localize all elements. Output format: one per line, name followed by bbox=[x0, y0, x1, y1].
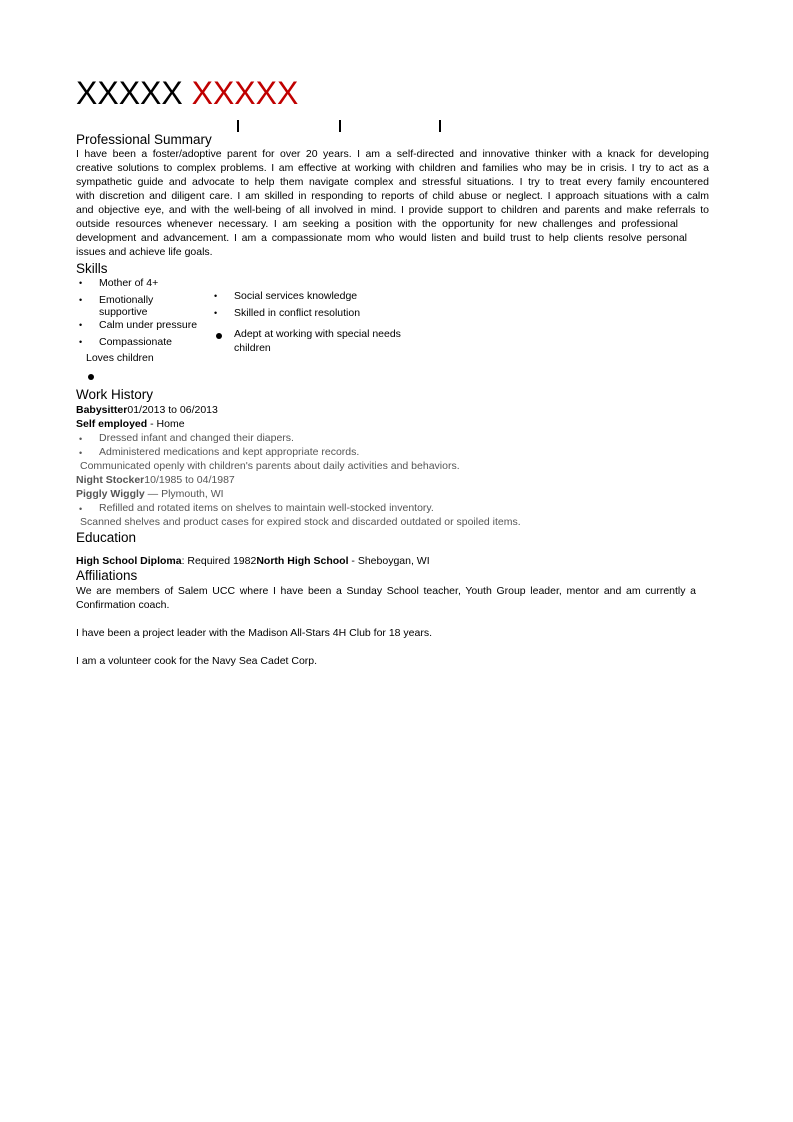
skill-item: Emotionally bbox=[99, 294, 154, 306]
section-heading-skills: Skills bbox=[76, 261, 108, 276]
summary-line: and objective eye, and with the well-being of all involved in mind. I provide support to children and parents and make referrals to bbox=[76, 204, 709, 216]
job-dates: 10/1985 to 04/1987 bbox=[144, 474, 235, 486]
job-title: Night Stocker bbox=[76, 474, 145, 486]
job-employer: Piggly Wiggly bbox=[76, 488, 145, 500]
school-name: North High School bbox=[256, 555, 349, 567]
job-employer-line bbox=[76, 487, 224, 501]
education-entry bbox=[76, 554, 430, 568]
section-heading-summary: Professional Summary bbox=[76, 132, 212, 147]
job-employer-line bbox=[76, 417, 185, 431]
affiliation-text: I have been a project leader with the Madison All-Stars 4H Club for 18 years. bbox=[76, 627, 433, 639]
bullet-icon: • bbox=[79, 337, 83, 347]
skill-item: Compassionate bbox=[99, 336, 172, 348]
skill-item: children bbox=[234, 342, 271, 354]
contact-separator bbox=[237, 120, 239, 132]
bullet-icon: • bbox=[214, 291, 218, 301]
first-name: XXXXX bbox=[76, 75, 183, 111]
affiliation-text: I am a volunteer cook for the Navy Sea Cadet Corp. bbox=[76, 655, 318, 667]
candidate-name bbox=[76, 74, 298, 112]
affiliation-text: Confirmation coach. bbox=[76, 599, 170, 611]
last-name: XXXXX bbox=[191, 75, 299, 111]
school-location: - Sheboygan, WI bbox=[348, 555, 430, 567]
degree-detail: : Required 1982 bbox=[181, 555, 257, 567]
skill-item: Adept at working with special needs bbox=[234, 328, 401, 340]
bullet-icon: • bbox=[79, 448, 83, 458]
job-title-line bbox=[76, 403, 218, 417]
summary-line: creative solutions to complex problems. I am effective at working with children and families who may be in crisis. I try to act as a bbox=[76, 162, 709, 174]
job-location: - Home bbox=[147, 418, 185, 430]
degree: High School Diploma bbox=[76, 555, 182, 567]
section-heading-education: Education bbox=[76, 530, 137, 545]
job-duty: Dressed infant and changed their diapers. bbox=[99, 432, 294, 444]
job-duty: Refilled and rotated items on shelves to maintain well-stocked inventory. bbox=[99, 502, 434, 514]
skill-item: Skilled in conflict resolution bbox=[234, 307, 361, 319]
job-title-line bbox=[76, 473, 235, 487]
summary-line: sympathetic guide and advocate to help them navigate complex and stressful situations. I try to treat every family encountered bbox=[76, 176, 709, 188]
job-location: — Plymouth, WI bbox=[144, 488, 224, 500]
bullet-icon: • bbox=[79, 295, 83, 305]
skill-item: Social services knowledge bbox=[234, 290, 358, 302]
job-duty: Communicated openly with children's parents about daily activities and behaviors. bbox=[80, 460, 460, 472]
bullet-icon: • bbox=[79, 320, 83, 330]
section-heading-work: Work History bbox=[76, 387, 154, 402]
skill-item: Mother of 4+ bbox=[99, 277, 159, 289]
skill-item: Loves children bbox=[86, 352, 154, 364]
job-employer: Self employed bbox=[76, 418, 148, 430]
skill-item: supportive bbox=[99, 306, 148, 318]
bullet-icon: • bbox=[79, 504, 83, 514]
contact-separator bbox=[439, 120, 441, 132]
contact-separator bbox=[339, 120, 341, 132]
bullet-icon: • bbox=[214, 308, 218, 318]
summary-line: outside resources whenever necessary. I am seeking a position with the opportunity for new challenges and professional bbox=[76, 218, 678, 230]
job-dates: 01/2013 to 06/2013 bbox=[127, 404, 218, 416]
bullet-icon: • bbox=[79, 278, 83, 288]
summary-line: issues and achieve life goals. bbox=[76, 246, 213, 258]
summary-line: development and advancement. I am a compassionate mom who would listen and build trust to help clients resolve personal bbox=[76, 232, 687, 244]
section-heading-affiliations: Affiliations bbox=[76, 568, 138, 583]
bullet-icon bbox=[88, 374, 94, 380]
affiliation-text: We are members of Salem UCC where I have been a Sunday School teacher, Youth Group leader, mentor and am currently a bbox=[76, 585, 696, 597]
job-duty: Administered medications and kept appropriate records. bbox=[99, 446, 360, 458]
skill-item: Calm under pressure bbox=[99, 319, 198, 331]
job-title: Babysitter bbox=[76, 404, 128, 416]
bullet-icon bbox=[216, 333, 222, 339]
bullet-icon: • bbox=[79, 434, 83, 444]
summary-line: I have been a foster/adoptive parent for over 20 years. I am a self-directed and innovative thinker with a knack for developing bbox=[76, 148, 709, 160]
job-duty: Scanned shelves and product cases for expired stock and discarded outdated or spoiled items. bbox=[80, 516, 521, 528]
summary-line: with discretion and diligent care. I am skilled in responding to reports of child abuse or neglect. I approach situations with a calm bbox=[76, 190, 709, 202]
